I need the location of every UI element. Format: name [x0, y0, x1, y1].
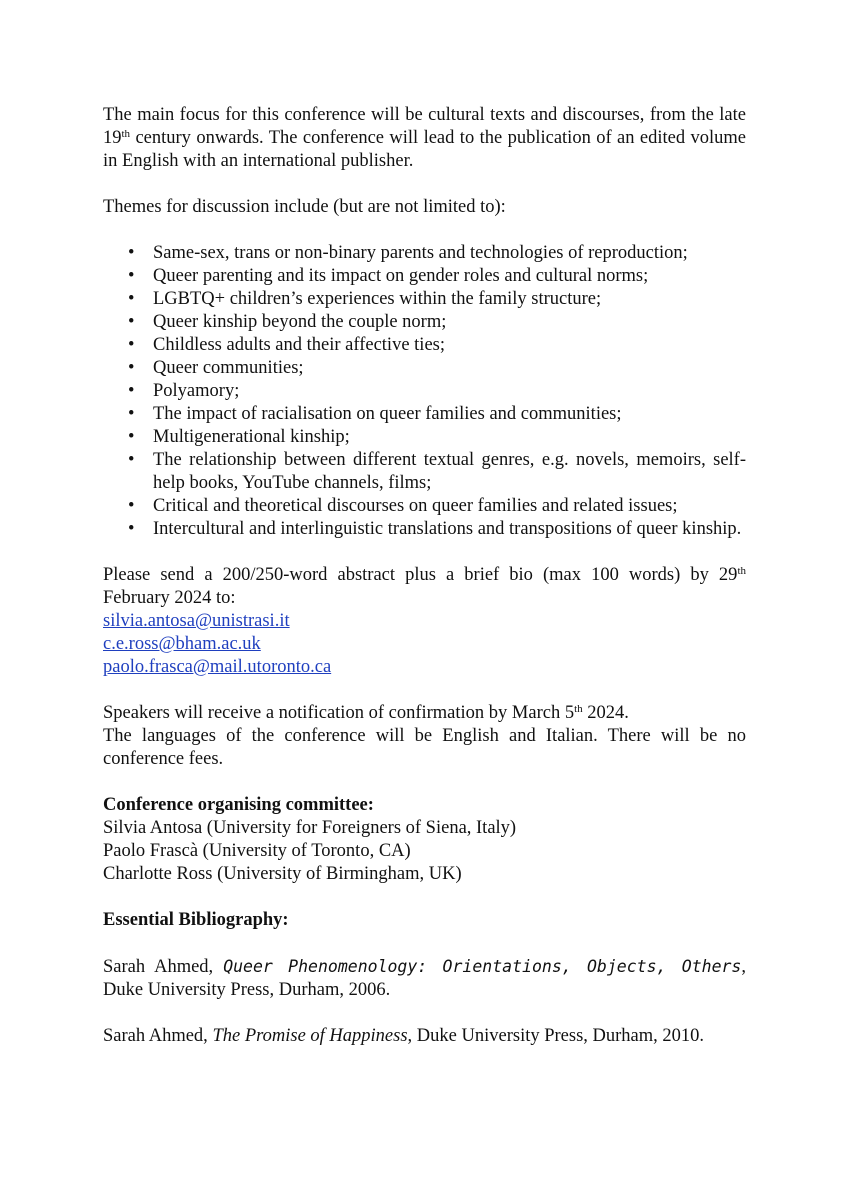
- email-link-frasca[interactable]: paolo.frasca@mail.utoronto.ca: [103, 657, 332, 677]
- bibliography-entry: [103, 1025, 746, 1048]
- document-page: [103, 104, 746, 1048]
- intro-text-1: The main focus for this conference will be cultural texts and discourses, from the late 19: [103, 105, 746, 148]
- notification-text-1: Speakers will receive a notification of confirmation by March 5: [103, 703, 575, 723]
- list-item: • The impact of racialisation on queer families and communities;: [103, 403, 746, 426]
- intro-paragraph: [103, 104, 746, 173]
- submission-paragraph: [103, 564, 746, 610]
- list-item: • Childless adults and their affective ties;: [103, 334, 746, 357]
- committee-member: Silvia Antosa (University for Foreigners of Siena, Italy): [103, 818, 517, 838]
- bibliography-publisher: , Duke University Press, Durham, 2010.: [407, 1026, 705, 1046]
- themes-intro: Themes for discussion include (but are not limited to):: [103, 197, 506, 217]
- bibliography-publisher: , Duke University Press, Durham, 2006.: [103, 957, 746, 1000]
- notification-superscript: th: [574, 703, 583, 715]
- committee-member: Paolo Frascà (University of Toronto, CA): [103, 841, 411, 861]
- languages-paragraph: The languages of the conference will be English and Italian. There will be no conference fees.: [103, 726, 746, 769]
- list-item: • Queer parenting and its impact on gender roles and cultural norms;: [103, 265, 746, 288]
- bibliography-author: Sarah Ahmed,: [103, 957, 224, 977]
- bibliography-title: The Promise of Happiness: [212, 1026, 408, 1046]
- email-link-antosa[interactable]: silvia.antosa@unistrasi.it: [103, 611, 290, 631]
- submission-superscript: th: [737, 565, 746, 577]
- bibliography-author: Sarah Ahmed,: [103, 1026, 213, 1046]
- notification-paragraph: [103, 702, 746, 725]
- intro-text-2: century onwards. The conference will lead to the publication of an edited volume in English with an international publisher.: [103, 128, 746, 171]
- intro-superscript: th: [121, 128, 131, 140]
- list-item: • LGBTQ+ children’s experiences within the family structure;: [103, 288, 746, 311]
- list-item: • The relationship between different textual genres, e.g. novels, memoirs, self-help books, YouTube channels, films;: [103, 449, 746, 495]
- bibliography-entry: [103, 955, 746, 1002]
- committee-member: Charlotte Ross (University of Birmingham, UK): [103, 864, 462, 884]
- bibliography-heading: Essential Bibliography:: [103, 910, 289, 930]
- list-item: • Multigenerational kinship;: [103, 426, 746, 449]
- notification-text-2: 2024.: [582, 703, 629, 723]
- bibliography-title: Queer Phenomenology: Orientations, Objects, Others: [223, 957, 742, 976]
- list-item: • Polyamory;: [103, 380, 746, 403]
- list-item: • Queer kinship beyond the couple norm;: [103, 311, 746, 334]
- list-item: • Same-sex, trans or non-binary parents and technologies of reproduction;: [103, 242, 746, 265]
- email-link-ross[interactable]: c.e.ross@bham.ac.uk: [103, 634, 261, 654]
- committee-heading: Conference organising committee:: [103, 795, 374, 815]
- submission-text-2: February 2024 to:: [103, 588, 236, 608]
- submission-text-1: Please send a 200/250-word abstract plus a brief bio (max 100 words) by 29: [103, 565, 738, 585]
- themes-list: [103, 242, 746, 541]
- list-item: • Intercultural and interlinguistic translations and transpositions of queer kinship.: [103, 518, 746, 541]
- list-item: • Queer communities;: [103, 357, 746, 380]
- list-item: • Critical and theoretical discourses on queer families and related issues;: [103, 495, 746, 518]
